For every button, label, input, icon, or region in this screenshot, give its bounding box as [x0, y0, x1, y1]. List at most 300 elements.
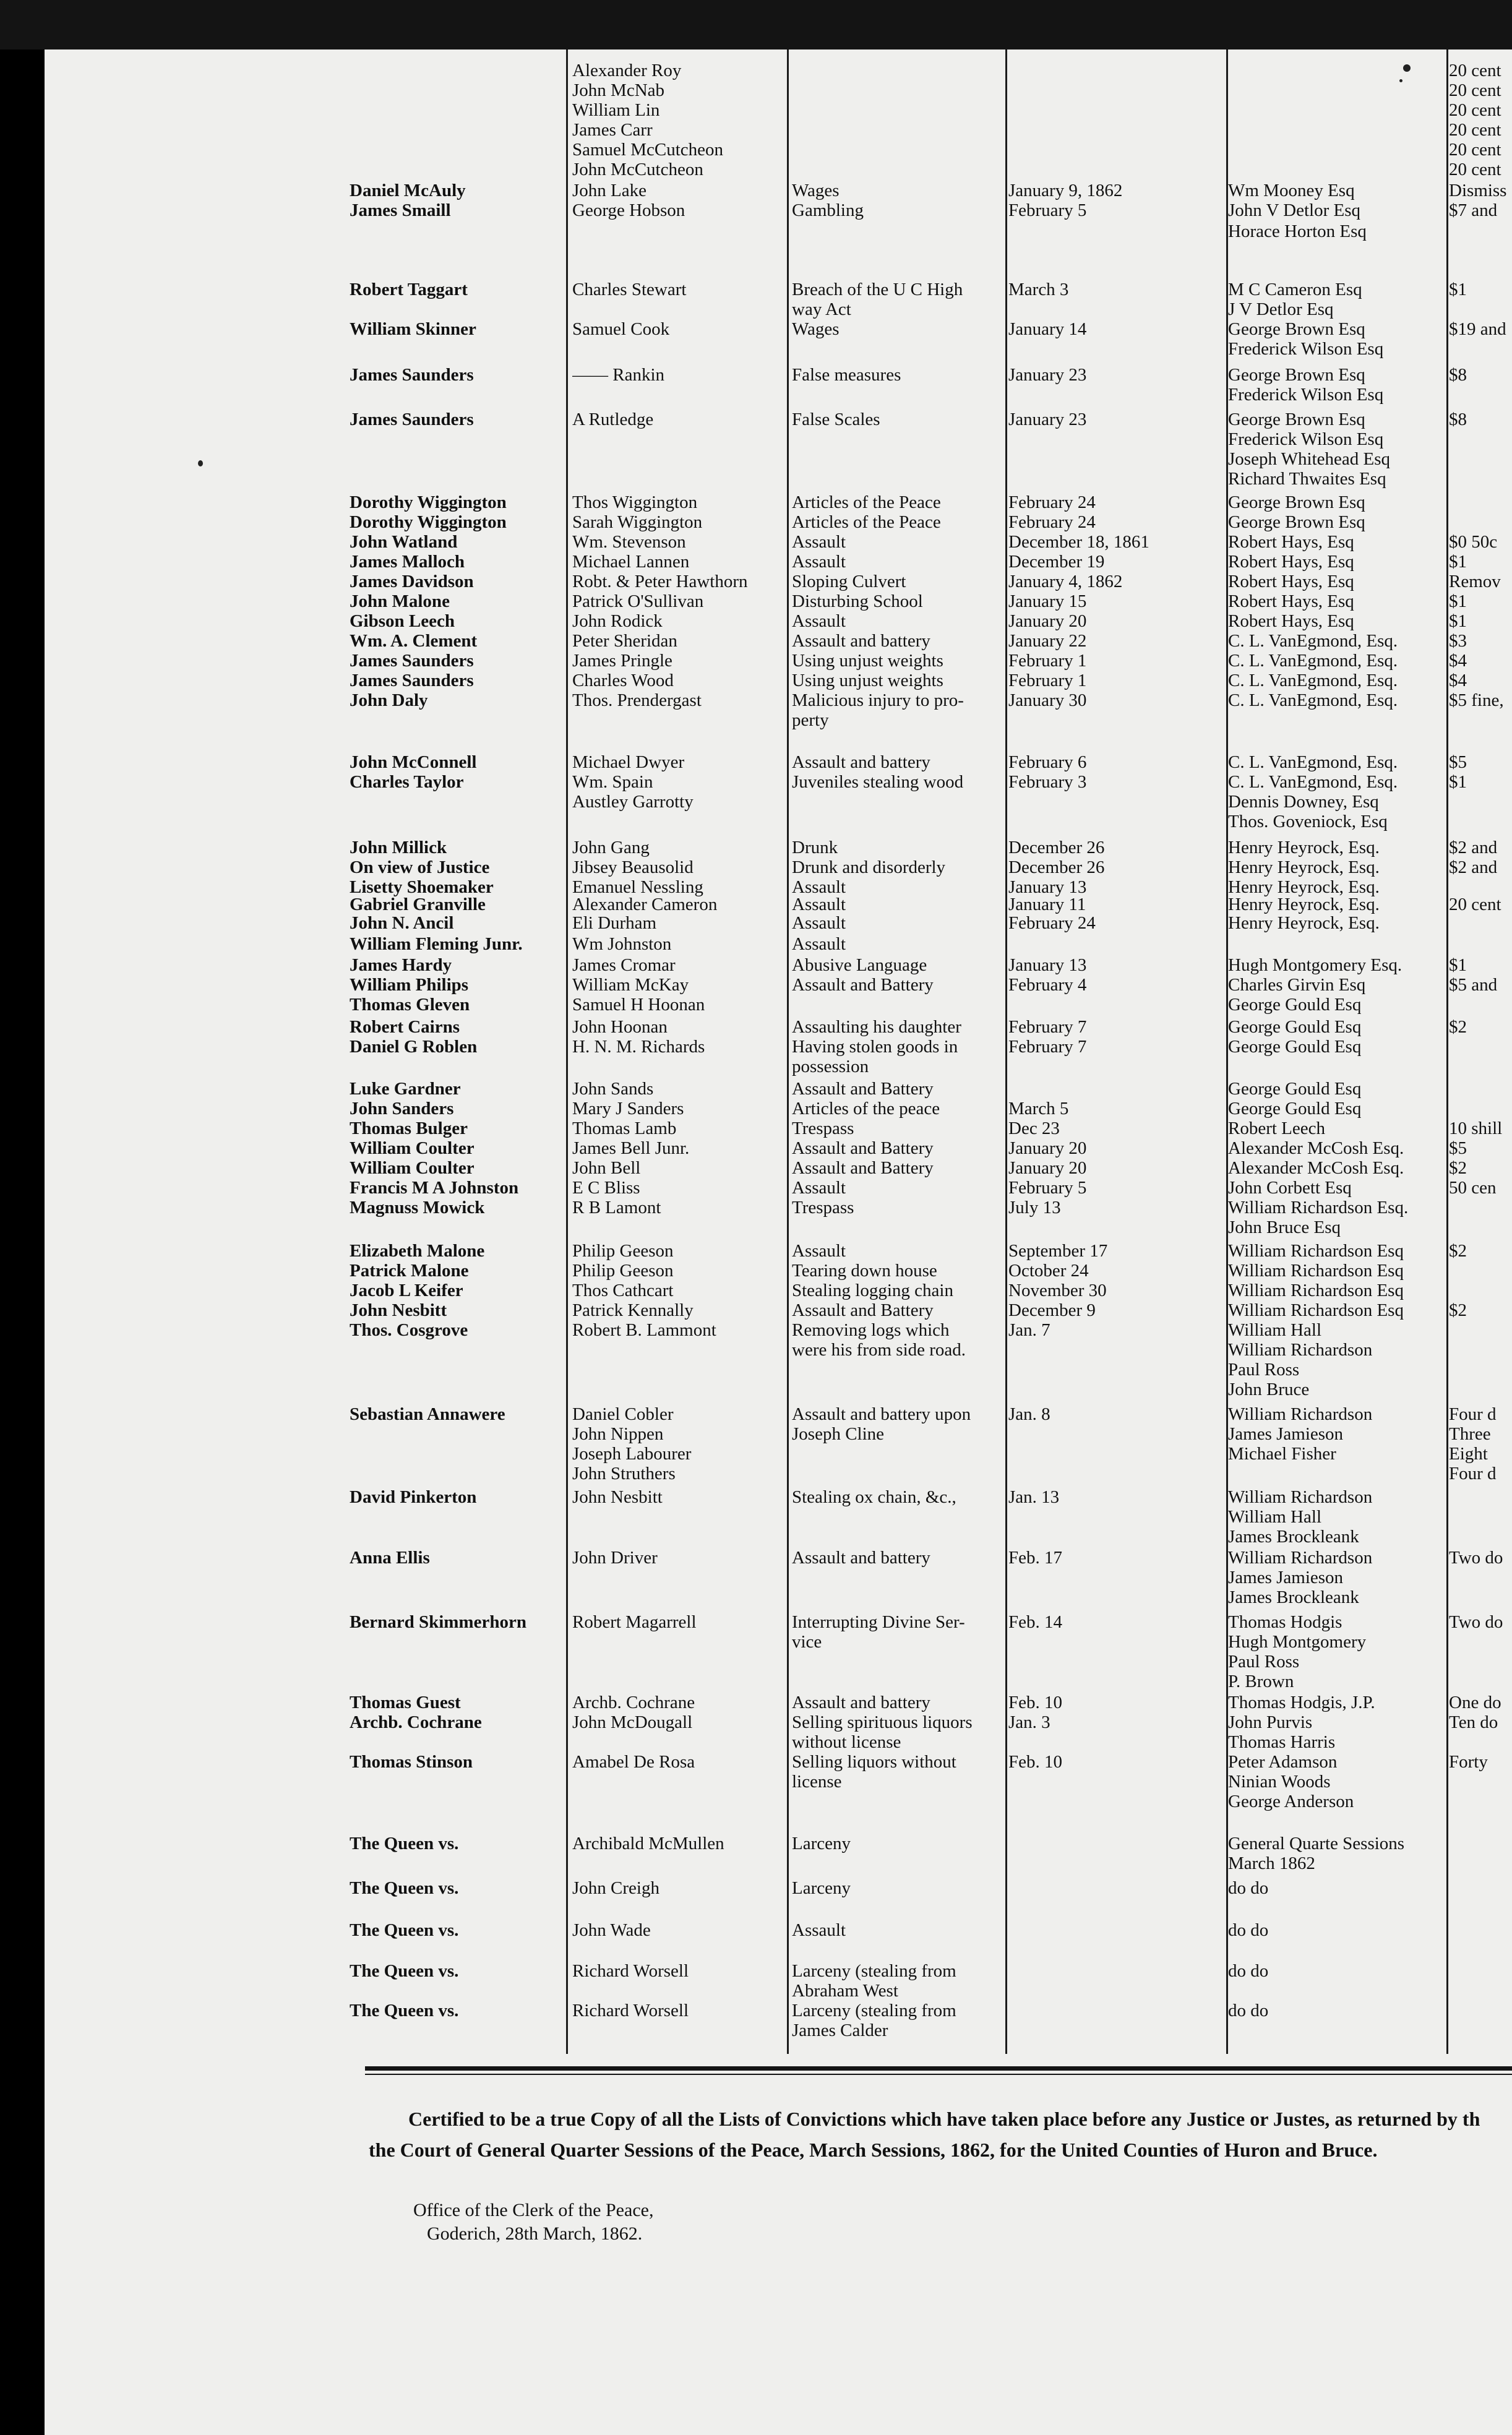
- date-cell: December 19: [1008, 552, 1105, 572]
- table-row: [0, 1198, 1512, 1218]
- table-row: [0, 895, 1512, 914]
- offence-cell: Larceny: [792, 1878, 851, 1898]
- defendant-cell: James Saunders: [350, 671, 474, 690]
- offence-cell: Abusive Language: [792, 955, 927, 975]
- offence-cell: Trespass: [792, 1198, 854, 1218]
- table-row: [0, 1404, 1512, 1424]
- offence-cell: Gambling: [792, 200, 864, 220]
- penalty-cell: $0 50c: [1449, 532, 1498, 552]
- offence-cell: Assault: [792, 1241, 846, 1261]
- defendant-cell: Dorothy Wiggington: [350, 492, 507, 512]
- offence-cell: Selling liquors without: [792, 1752, 956, 1772]
- date-cell: March 5: [1008, 1099, 1069, 1119]
- justice-cell: Robert Hays, Esq: [1228, 552, 1354, 572]
- defendant-cell: James Davidson: [350, 572, 474, 591]
- offence-cell: Disturbing School: [792, 591, 923, 611]
- prosecutor-cell: Thomas Lamb: [572, 1119, 677, 1138]
- justice-cell: William Richardson: [1228, 1404, 1373, 1424]
- prosecutor-cell: John Sands: [572, 1079, 654, 1099]
- table-row: [0, 812, 1512, 831]
- offence-cell: Breach of the U C High: [792, 280, 963, 299]
- table-row: [0, 1079, 1512, 1099]
- ink-speck: [1399, 79, 1402, 82]
- defendant-cell: Patrick Malone: [350, 1261, 469, 1281]
- table-row: [0, 1300, 1512, 1320]
- table-row: [0, 1548, 1512, 1568]
- defendant-cell: Charles Taylor: [350, 772, 464, 792]
- offence-cell: Assault and battery upon: [792, 1404, 971, 1424]
- table-row: [0, 1158, 1512, 1178]
- table-row: [0, 512, 1512, 532]
- date-cell: Dec 23: [1008, 1119, 1060, 1138]
- penalty-cell: Four d: [1449, 1404, 1497, 1424]
- justice-cell: Henry Heyrock, Esq.: [1228, 895, 1380, 914]
- table-row: [0, 492, 1512, 512]
- offence-cell: Selling spirituous liquors: [792, 1712, 973, 1732]
- prosecutor-cell: Archibald McMullen: [572, 1834, 724, 1853]
- penalty-cell: $2: [1449, 1017, 1467, 1037]
- justice-cell: Richard Thwaites Esq: [1228, 469, 1386, 489]
- penalty-cell: 20 cent: [1449, 895, 1501, 914]
- offence-cell: Sloping Culvert: [792, 572, 906, 591]
- date-cell: January 20: [1008, 1158, 1087, 1178]
- prosecutor-cell: Joseph Labourer: [572, 1444, 692, 1464]
- prosecutor-cell: John Rodick: [572, 611, 663, 631]
- offence-cell: Using unjust weights: [792, 651, 943, 671]
- offence-cell: Larceny (stealing from: [792, 2001, 956, 2021]
- date-cell: January 15: [1008, 591, 1087, 611]
- justice-cell: C. L. VanEgmond, Esq.: [1228, 631, 1398, 651]
- justice-cell: Thomas Hodgis, J.P.: [1228, 1693, 1375, 1712]
- offence-cell: Trespass: [792, 1119, 854, 1138]
- offence-cell: Assault: [792, 934, 846, 954]
- table-row: [0, 752, 1512, 772]
- defendant-cell: Thomas Stinson: [350, 1752, 473, 1772]
- table-row: [0, 838, 1512, 857]
- justice-cell: William Richardson: [1228, 1548, 1373, 1568]
- penalty-cell: 20 cent: [1449, 80, 1501, 100]
- defendant-cell: Luke Gardner: [350, 1079, 461, 1099]
- date-cell: January 23: [1008, 410, 1087, 429]
- table-row: [0, 1632, 1512, 1652]
- table-row: [0, 1527, 1512, 1547]
- offence-cell: Larceny (stealing from: [792, 1961, 956, 1981]
- prosecutor-cell: Philip Geeson: [572, 1261, 674, 1281]
- justice-cell: William Richardson: [1228, 1487, 1373, 1507]
- table-row: [0, 552, 1512, 572]
- penalty-cell: $2: [1449, 1300, 1467, 1320]
- penalty-cell: 20 cent: [1449, 100, 1501, 120]
- penalty-cell: $1: [1449, 955, 1467, 975]
- prosecutor-cell: Alexander Cameron: [572, 895, 718, 914]
- prosecutor-cell: —— Rankin: [572, 365, 665, 385]
- prosecutor-cell: Mary J Sanders: [572, 1099, 684, 1119]
- justice-cell: William Hall: [1228, 1320, 1322, 1340]
- date-cell: October 24: [1008, 1261, 1089, 1281]
- offence-cell: Tearing down house: [792, 1261, 937, 1281]
- justice-cell: George Brown Esq: [1228, 319, 1365, 339]
- defendant-cell: Wm. A. Clement: [350, 631, 478, 651]
- offence-cell: Stealing logging chain: [792, 1281, 953, 1300]
- offence-cell: perty: [792, 710, 829, 730]
- date-cell: January 20: [1008, 1138, 1087, 1158]
- table-row: [0, 160, 1512, 179]
- table-row: [0, 140, 1512, 160]
- offence-cell: Assault: [792, 877, 846, 897]
- penalty-cell: $5: [1449, 752, 1467, 772]
- defendant-cell: John Nesbitt: [350, 1300, 447, 1320]
- justice-cell: Henry Heyrock, Esq.: [1228, 877, 1380, 897]
- penalty-cell: $2 and: [1449, 838, 1498, 857]
- justice-cell: C. L. VanEgmond, Esq.: [1228, 752, 1398, 772]
- justice-cell: do do: [1228, 1878, 1269, 1898]
- penalty-cell: $5 and: [1449, 975, 1498, 995]
- table-row: [0, 934, 1512, 954]
- justice-cell: C. L. VanEgmond, Esq.: [1228, 671, 1398, 690]
- offence-cell: Articles of the Peace: [792, 492, 941, 512]
- table-row: [0, 1281, 1512, 1300]
- justice-cell: Alexander McCosh Esq.: [1228, 1138, 1404, 1158]
- offence-cell: Larceny: [792, 1834, 851, 1853]
- table-row: [0, 299, 1512, 319]
- justice-cell: John Corbett Esq: [1228, 1178, 1352, 1198]
- prosecutor-cell: Sarah Wiggington: [572, 512, 703, 532]
- table-row: [0, 429, 1512, 449]
- defendant-cell: William Philips: [350, 975, 469, 995]
- table-row: [0, 1218, 1512, 1237]
- offence-cell: Joseph Cline: [792, 1424, 885, 1444]
- offence-cell: Assaulting his daughter: [792, 1017, 961, 1037]
- penalty-cell: 10 shill: [1449, 1119, 1503, 1138]
- date-cell: Feb. 10: [1008, 1693, 1062, 1712]
- penalty-cell: $4: [1449, 671, 1467, 690]
- defendant-cell: John Millick: [350, 838, 447, 857]
- prosecutor-cell: Samuel McCutcheon: [572, 140, 724, 160]
- offence-cell: Interrupting Divine Ser-: [792, 1612, 965, 1632]
- date-cell: July 13: [1008, 1198, 1061, 1218]
- date-cell: Jan. 8: [1008, 1404, 1050, 1424]
- penalty-cell: $3: [1449, 631, 1467, 651]
- date-cell: Jan. 13: [1008, 1487, 1060, 1507]
- penalty-cell: Ten do: [1449, 1712, 1498, 1732]
- prosecutor-cell: Wm Johnston: [572, 934, 672, 954]
- prosecutor-cell: John Creigh: [572, 1878, 659, 1898]
- penalty-cell: $1: [1449, 552, 1467, 572]
- table-row: [0, 1732, 1512, 1752]
- offence-cell: Having stolen goods in: [792, 1037, 958, 1057]
- prosecutor-cell: Daniel Cobler: [572, 1404, 674, 1424]
- justice-cell: Hugh Montgomery: [1228, 1632, 1367, 1652]
- date-cell: Feb. 10: [1008, 1752, 1062, 1772]
- table-row: [0, 1424, 1512, 1444]
- prosecutor-cell: A Rutledge: [572, 410, 654, 429]
- defendant-cell: Thos. Cosgrove: [350, 1320, 468, 1340]
- date-cell: February 1: [1008, 651, 1087, 671]
- table-row: [0, 61, 1512, 80]
- prosecutor-cell: Michael Lannen: [572, 552, 690, 572]
- defendant-cell: The Queen vs.: [350, 1920, 459, 1940]
- prosecutor-cell: Samuel H Hoonan: [572, 995, 705, 1015]
- defendant-cell: The Queen vs.: [350, 1961, 459, 1981]
- prosecutor-cell: John Nippen: [572, 1424, 664, 1444]
- justice-cell: James Brockleank: [1228, 1527, 1359, 1547]
- prosecutor-cell: Michael Dwyer: [572, 752, 685, 772]
- offence-cell: Articles of the peace: [792, 1099, 940, 1119]
- table-row: [0, 385, 1512, 405]
- justice-cell: Dennis Downey, Esq: [1228, 792, 1379, 812]
- offence-cell: Assault: [792, 611, 846, 631]
- defendant-cell: Francis M A Johnston: [350, 1178, 519, 1198]
- justice-cell: P. Brown: [1228, 1672, 1294, 1691]
- defendant-cell: Archb. Cochrane: [350, 1712, 482, 1732]
- prosecutor-cell: John Gang: [572, 838, 650, 857]
- offence-cell: were his from side road.: [792, 1340, 966, 1360]
- prosecutor-cell: Jibsey Beausolid: [572, 857, 694, 877]
- prosecutor-cell: Archb. Cochrane: [572, 1693, 695, 1712]
- justice-cell: do do: [1228, 1961, 1269, 1981]
- table-row: [0, 100, 1512, 120]
- justice-cell: Henry Heyrock, Esq.: [1228, 857, 1380, 877]
- table-row: [0, 690, 1512, 710]
- date-cell: February 7: [1008, 1017, 1087, 1037]
- justice-cell: William Richardson Esq.: [1228, 1198, 1409, 1218]
- table-row: [0, 532, 1512, 552]
- date-cell: Jan. 3: [1008, 1712, 1050, 1732]
- date-cell: March 3: [1008, 280, 1069, 299]
- prosecutor-cell: Robert B. Lammont: [572, 1320, 716, 1340]
- penalty-cell: Forty: [1449, 1752, 1488, 1772]
- defendant-cell: The Queen vs.: [350, 1834, 459, 1853]
- offence-cell: Removing logs which: [792, 1320, 950, 1340]
- table-row: [0, 1320, 1512, 1340]
- justice-cell: William Richardson Esq: [1228, 1261, 1404, 1281]
- table-row: [0, 1568, 1512, 1587]
- prosecutor-cell: John Hoonan: [572, 1017, 668, 1037]
- justice-cell: Thomas Harris: [1228, 1732, 1336, 1752]
- prosecutor-cell: Emanuel Nessling: [572, 877, 703, 897]
- offence-cell: Stealing ox chain, &c.,: [792, 1487, 956, 1507]
- penalty-cell: Remov: [1449, 572, 1501, 591]
- penalty-cell: $8: [1449, 410, 1467, 429]
- justice-cell: Robert Leech: [1228, 1119, 1326, 1138]
- justice-cell: Henry Heyrock, Esq.: [1228, 913, 1380, 933]
- date-cell: February 4: [1008, 975, 1087, 995]
- table-row: [0, 1138, 1512, 1158]
- justice-cell: William Richardson Esq: [1228, 1281, 1404, 1300]
- defendant-cell: William Coulter: [350, 1138, 475, 1158]
- justice-cell: George Brown Esq: [1228, 512, 1365, 532]
- justice-cell: Paul Ross: [1228, 1652, 1300, 1672]
- prosecutor-cell: Amabel De Rosa: [572, 1752, 695, 1772]
- date-cell: January 13: [1008, 955, 1087, 975]
- table-row: [0, 449, 1512, 469]
- table-row: [0, 1752, 1512, 1772]
- penalty-cell: $7 and: [1449, 200, 1498, 220]
- date-cell: February 24: [1008, 512, 1096, 532]
- defendant-cell: Elizabeth Malone: [350, 1241, 485, 1261]
- date-cell: January 22: [1008, 631, 1087, 651]
- table-row: [0, 280, 1512, 299]
- justice-cell: J V Detlor Esq: [1228, 299, 1334, 319]
- penalty-cell: $1: [1449, 772, 1467, 792]
- penalty-cell: $5 fine,: [1449, 690, 1504, 710]
- table-row: [0, 1772, 1512, 1792]
- justice-cell: Robert Hays, Esq: [1228, 572, 1354, 591]
- date-cell: Feb. 14: [1008, 1612, 1062, 1632]
- table-row: [0, 221, 1512, 241]
- table-row: [0, 1878, 1512, 1898]
- penalty-cell: 20 cent: [1449, 61, 1501, 80]
- table-row: [0, 1261, 1512, 1281]
- justice-cell: John Bruce: [1228, 1380, 1310, 1399]
- justice-cell: C. L. VanEgmond, Esq.: [1228, 651, 1398, 671]
- defendant-cell: Daniel McAuly: [350, 181, 466, 200]
- justice-cell: Robert Hays, Esq: [1228, 591, 1354, 611]
- offence-cell: possession: [792, 1057, 869, 1076]
- prosecutor-cell: James Carr: [572, 120, 653, 140]
- justice-cell: Charles Girvin Esq: [1228, 975, 1366, 995]
- penalty-cell: Three: [1449, 1424, 1491, 1444]
- defendant-cell: William Skinner: [350, 319, 476, 339]
- prosecutor-cell: Charles Wood: [572, 671, 674, 690]
- ink-speck: [198, 460, 203, 466]
- date-cell: January 13: [1008, 877, 1087, 897]
- prosecutor-cell: James Cromar: [572, 955, 676, 975]
- penalty-cell: One do: [1449, 1693, 1501, 1712]
- office-line-2: Goderich, 28th March, 1862.: [427, 2223, 643, 2244]
- justice-cell: General Quarte Sessions: [1228, 1834, 1405, 1853]
- date-cell: January 14: [1008, 319, 1087, 339]
- offence-cell: Using unjust weights: [792, 671, 943, 690]
- date-cell: February 5: [1008, 200, 1087, 220]
- table-bottom-rule-thin: [365, 2074, 1512, 2075]
- penalty-cell: $19 and: [1449, 319, 1506, 339]
- date-cell: January 9, 1862: [1008, 181, 1123, 200]
- prosecutor-cell: John Struthers: [572, 1464, 676, 1484]
- date-cell: November 30: [1008, 1281, 1107, 1300]
- justice-cell: Peter Adamson: [1228, 1752, 1338, 1772]
- justice-cell: James Brockleank: [1228, 1587, 1359, 1607]
- table-row: [0, 1119, 1512, 1138]
- table-row: [0, 1672, 1512, 1691]
- date-cell: February 3: [1008, 772, 1087, 792]
- offence-cell: vice: [792, 1632, 822, 1652]
- table-row: [0, 1017, 1512, 1037]
- table-row: [0, 611, 1512, 631]
- prosecutor-cell: E C Bliss: [572, 1178, 640, 1198]
- prosecutor-cell: Robert Magarrell: [572, 1612, 697, 1632]
- table-bottom-rule: [365, 2066, 1512, 2071]
- justice-cell: March 1862: [1228, 1853, 1315, 1873]
- date-cell: September 17: [1008, 1241, 1108, 1261]
- justice-cell: Paul Ross: [1228, 1360, 1300, 1380]
- defendant-cell: James Smaill: [350, 200, 451, 220]
- defendant-cell: Robert Cairns: [350, 1017, 460, 1037]
- defendant-cell: Thomas Guest: [350, 1693, 461, 1712]
- justice-cell: William Hall: [1228, 1507, 1322, 1527]
- prosecutor-cell: John Wade: [572, 1920, 651, 1940]
- prosecutor-cell: John Bell: [572, 1158, 641, 1178]
- offence-cell: Drunk: [792, 838, 838, 857]
- offence-cell: Assault: [792, 913, 846, 933]
- date-cell: February 7: [1008, 1037, 1087, 1057]
- justice-cell: M C Cameron Esq: [1228, 280, 1362, 299]
- prosecutor-cell: Richard Worsell: [572, 2001, 689, 2021]
- justice-cell: Wm Mooney Esq: [1228, 181, 1355, 200]
- defendant-cell: Daniel G Roblen: [350, 1037, 478, 1057]
- defendant-cell: John Malone: [350, 591, 450, 611]
- prosecutor-cell: Samuel Cook: [572, 319, 670, 339]
- table-row: [0, 1652, 1512, 1672]
- penalty-cell: 20 cent: [1449, 140, 1501, 160]
- table-row: [0, 80, 1512, 100]
- justice-cell: Hugh Montgomery Esq.: [1228, 955, 1402, 975]
- table-row: [0, 120, 1512, 140]
- justice-cell: George Gould Esq: [1228, 1099, 1362, 1119]
- justice-cell: Michael Fisher: [1228, 1444, 1336, 1464]
- defendant-cell: James Saunders: [350, 365, 474, 385]
- defendant-cell: Dorothy Wiggington: [350, 512, 507, 532]
- table-row: [0, 1792, 1512, 1811]
- offence-cell: Assault and battery: [792, 1548, 930, 1568]
- table-row: [0, 1464, 1512, 1484]
- offence-cell: without license: [792, 1732, 901, 1752]
- table-row: [0, 1099, 1512, 1119]
- defendant-cell: James Saunders: [350, 651, 474, 671]
- date-cell: December 26: [1008, 857, 1105, 877]
- offence-cell: Assault and Battery: [792, 1300, 934, 1320]
- defendant-cell: John Daly: [350, 690, 428, 710]
- offence-cell: Articles of the Peace: [792, 512, 941, 532]
- prosecutor-cell: Philip Geeson: [572, 1241, 674, 1261]
- prosecutor-cell: R B Lamont: [572, 1198, 661, 1218]
- table-row: [0, 591, 1512, 611]
- table-row: [0, 1507, 1512, 1527]
- table-row: [0, 181, 1512, 200]
- date-cell: December 26: [1008, 838, 1105, 857]
- defendant-cell: Thomas Gleven: [350, 995, 470, 1015]
- defendant-cell: Thomas Bulger: [350, 1119, 468, 1138]
- prosecutor-cell: H. N. M. Richards: [572, 1037, 705, 1057]
- penalty-cell: $1: [1449, 591, 1467, 611]
- prosecutor-cell: Thos Wiggington: [572, 492, 698, 512]
- justice-cell: C. L. VanEgmond, Esq.: [1228, 772, 1398, 792]
- justice-cell: Joseph Whitehead Esq: [1228, 449, 1391, 469]
- offence-cell: Assault and Battery: [792, 1079, 934, 1099]
- offence-cell: Assault: [792, 895, 846, 914]
- prosecutor-cell: John McNab: [572, 80, 665, 100]
- table-row: [0, 572, 1512, 591]
- penalty-cell: Dismiss: [1449, 181, 1507, 200]
- table-row: [0, 1360, 1512, 1380]
- table-row: [0, 1712, 1512, 1732]
- justice-cell: George Gould Esq: [1228, 1017, 1362, 1037]
- penalty-cell: $2: [1449, 1158, 1467, 1178]
- table-row: [0, 319, 1512, 339]
- justice-cell: James Jamieson: [1228, 1424, 1344, 1444]
- table-row: [0, 1920, 1512, 1940]
- justice-cell: William Richardson Esq: [1228, 1241, 1404, 1261]
- defendant-cell: Gabriel Granville: [350, 895, 486, 914]
- penalty-cell: $2 and: [1449, 857, 1498, 877]
- prosecutor-cell: John McDougall: [572, 1712, 693, 1732]
- table-row: [0, 857, 1512, 877]
- offence-cell: False measures: [792, 365, 901, 385]
- prosecutor-cell: James Pringle: [572, 651, 672, 671]
- date-cell: February 1: [1008, 671, 1087, 690]
- prosecutor-cell: John Driver: [572, 1548, 658, 1568]
- justice-cell: Ninian Woods: [1228, 1772, 1331, 1792]
